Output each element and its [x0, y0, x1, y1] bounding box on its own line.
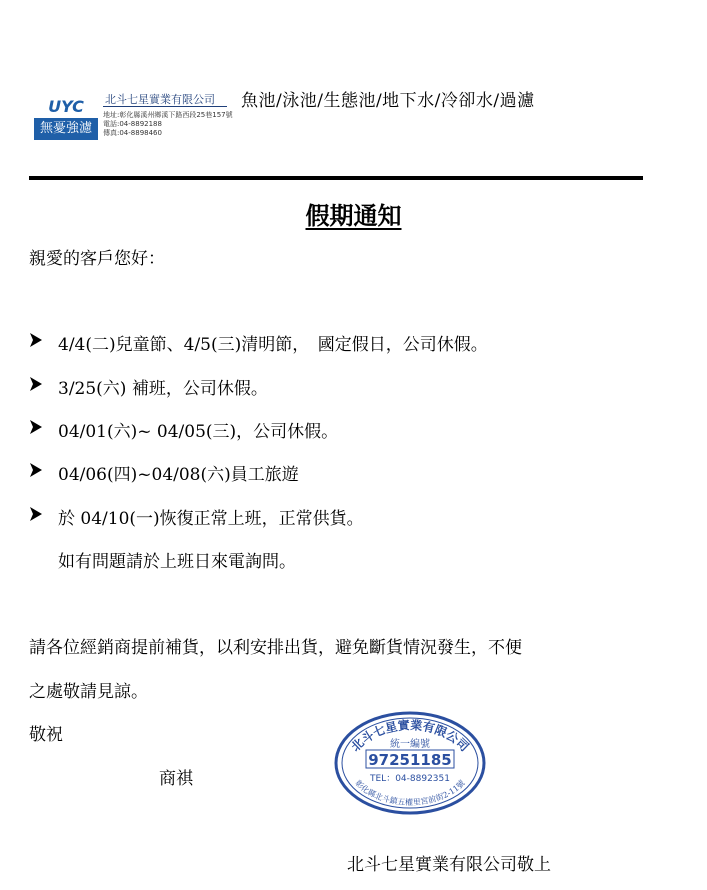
bullet-text: 04/06(四)~04/08(六)員工旅遊	[58, 465, 299, 485]
dealer-paragraph-line-2: 之處敬請見諒。	[29, 682, 148, 702]
notice-title-text: 假期通知	[305, 201, 402, 230]
letterhead-fax: 傳真:04-8898460	[103, 129, 162, 137]
closing: 敬祝	[29, 725, 63, 745]
logo-letters-band	[34, 96, 98, 118]
seal-number: 97251185	[368, 751, 452, 769]
seal-label: 統一編號	[390, 739, 430, 750]
signature: 北斗七星實業有限公司敬上	[347, 855, 551, 875]
seal-bottom-text: 彰化縣北斗鎮五權里宮前街2-11號	[353, 778, 467, 807]
greeting: 親愛的客戶您好：	[29, 249, 165, 269]
logo-letters: UYC	[48, 97, 84, 116]
bullet-text: 3/25(六) 補班，公司休假。	[58, 379, 268, 399]
letterhead-company-name: 北斗七星實業有限公司	[105, 93, 215, 106]
closing-wish: 商祺	[159, 769, 193, 789]
company-logo	[34, 96, 98, 140]
seal-tel: TEL：04-8892351	[370, 774, 450, 784]
header-divider	[29, 176, 643, 180]
letterhead-address: 地址:彰化縣溪州鄉溪下路西段25巷157號	[103, 111, 233, 119]
bullet-text: 4/4(二)兒童節、4/5(三)清明節， 國定假日，公司休假。	[58, 335, 488, 355]
bullet-text: 於 04/10(一)恢復正常上班，正常供貨。	[58, 509, 364, 529]
notice-title	[0, 196, 707, 231]
contact-note: 如有問題請於上班日來電詢問。	[58, 552, 296, 572]
seal-outer-text: 北斗七星實業有限公司	[348, 718, 472, 755]
company-seal	[330, 705, 490, 815]
logo-slogan: 無憂強濾	[34, 118, 98, 140]
dealer-paragraph-line-1: 請各位經銷商提前補貨，以利安排出貨，避免斷貨情況發生，不便	[29, 638, 522, 658]
letterhead-rule	[103, 106, 227, 107]
letterhead-phone: 電話:04-8892188	[103, 120, 162, 128]
letterhead-services: 魚池/泳池/生態池/地下水/冷卻水/過濾	[241, 91, 535, 111]
bullet-text: 04/01(六)~ 04/05(三)，公司休假。	[58, 422, 339, 442]
seal-graphic	[330, 705, 490, 815]
